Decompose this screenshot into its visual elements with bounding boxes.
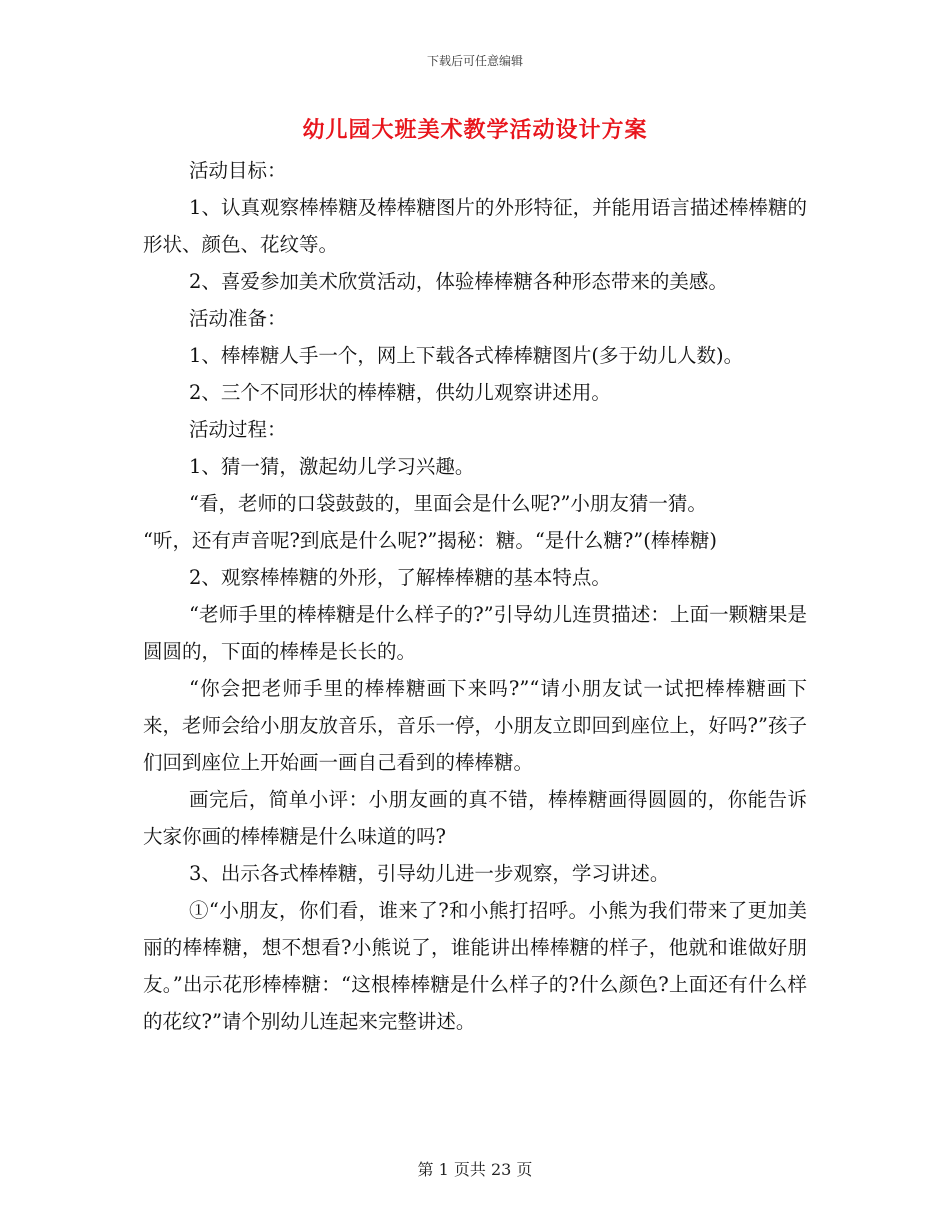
document-title: 幼儿园大班美术教学活动设计方案	[302, 117, 648, 143]
dialogue-paragraph: “听，还有声音呢?到底是什么呢?”揭秘：糖。“是什么糖?”(棒棒糖)	[143, 529, 717, 552]
dialogue-paragraph: ①“小朋友，你们看，谁来了?和小熊打招呼。小熊为我们带来了更加美丽的棒棒糖，想不想看?小熊说了，谁能讲出棒棒糖的样子，他就和谁做好朋友。”出示花形棒棒糖：“这根棒棒糖是什么样子的?什么颜色?上面还有什么样的花纹?”请个别幼儿连起来完整讲述。	[143, 899, 807, 1033]
header-note: 下载后可任意编辑	[426, 54, 523, 68]
goal-item-1: 1、认真观察棒棒糖及棒棒糖图片的外形特征，并能用语言描述棒棒糖的形状、颜色、花纹等。	[143, 196, 807, 256]
section-heading-process: 活动过程：	[189, 418, 287, 441]
preparation-item-1: 1、棒棒糖人手一个，网上下载各式棒棒糖图片(多于幼儿人数)。	[189, 344, 744, 367]
dialogue-paragraph: “老师手里的棒棒糖是什么样子的?”引导幼儿连贯描述：上面一颗糖果是圆圆的，下面的棒棒是长长的。	[143, 603, 807, 663]
document-body	[143, 152, 807, 1040]
review-paragraph: 画完后，简单小评：小朋友画的真不错，棒棒糖画得圆圆的，你能告诉大家你画的棒棒糖是什么味道的吗?	[143, 788, 807, 848]
process-step-3: 3、出示各式棒棒糖，引导幼儿进一步观察，学习讲述。	[189, 862, 670, 885]
preparation-item-2: 2、三个不同形状的棒棒糖，供幼儿观察讲述用。	[189, 381, 611, 404]
process-step-1: 1、猜一猜，激起幼儿学习兴趣。	[189, 455, 475, 478]
dialogue-paragraph: “你会把老师手里的棒棒糖画下来吗?”“请小朋友试一试把棒棒糖画下来，老师会给小朋友放音乐，音乐一停，小朋友立即回到座位上，好吗?”孩子们回到座位上开始画一画自己看到的棒棒糖。	[143, 677, 807, 774]
dialogue-paragraph: “看，老师的口袋鼓鼓的，里面会是什么呢?”小朋友猜一猜。	[189, 492, 707, 515]
page-footer: 第 1 页共 23 页	[417, 1160, 533, 1179]
process-step-2: 2、观察棒棒糖的外形，了解棒棒糖的基本特点。	[189, 566, 611, 589]
section-heading-preparation: 活动准备：	[189, 307, 287, 330]
section-heading-goals: 活动目标：	[189, 159, 287, 182]
goal-item-2: 2、喜爱参加美术欣赏活动，体验棒棒糖各种形态带来的美感。	[189, 270, 728, 293]
